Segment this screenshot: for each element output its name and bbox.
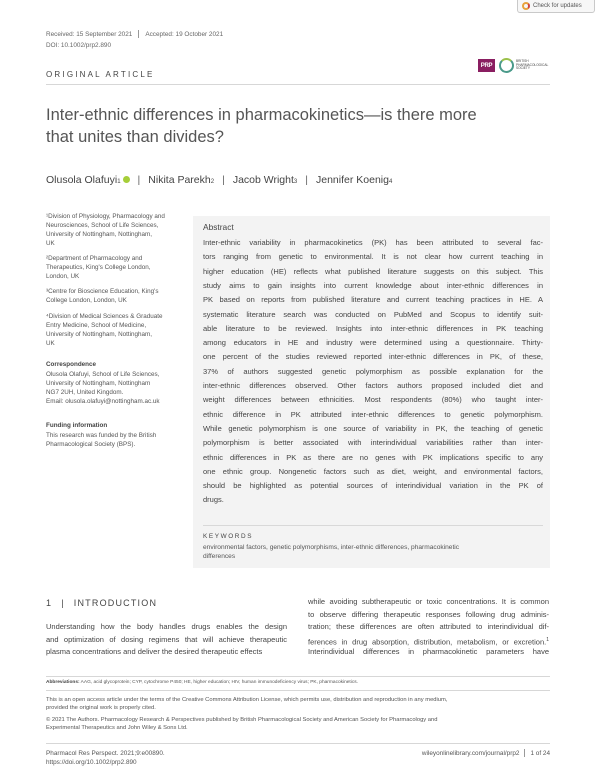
body-line: Understanding how the body handles drugs enables the design: [46, 622, 287, 631]
section-separator: |: [61, 598, 65, 608]
abbreviations-text: AAG, acid glycoprotein; CYP, cytochrome P450; HE, higher education; HIV, human immunodeficiency virus; PK, pharmacokinetics.: [80, 680, 358, 685]
reference-sup[interactable]: 1: [546, 636, 549, 643]
correspondence-line: NG7 2UH, United Kingdom.: [46, 389, 124, 396]
author-separator: |: [222, 174, 225, 186]
article-dates: [46, 30, 223, 38]
article-type: ORIGINAL ARTICLE: [46, 70, 155, 79]
affiliation-line: ³Centre for Bioscience Education, King's: [46, 288, 159, 295]
affiliation-line: ²Department of Pharmacology and: [46, 255, 143, 262]
section-title: INTRODUCTION: [73, 598, 158, 608]
journal-citation: Pharmacol Res Perspect. 2021;9:e00890.: [46, 750, 165, 757]
received-date: Received: 15 September 2021: [46, 30, 133, 38]
abstract-line: ethnic difference in PK attributed inter-ethnic differences to genetic polymorphism.: [203, 409, 543, 419]
affiliation-line: Therapeutics, King's College London,: [46, 264, 151, 271]
affiliation-3: [46, 287, 186, 305]
affiliation-4: [46, 312, 186, 348]
footer-divider: [46, 743, 550, 744]
abstract-line: higher education (HE) reflects what published literature suggests on this subject. This: [203, 266, 543, 276]
affiliation-line: ¹Division of Physiology, Pharmacology and: [46, 213, 165, 220]
journal-doi-link[interactable]: https://doi.org/10.1002/prp2.890: [46, 759, 137, 766]
affiliation-line: University of Nottingham, Nottingham,: [46, 331, 153, 338]
abstract-line: weight differences between ethnicities. Most respondents (80%) who taught inter-: [203, 395, 543, 405]
title-line: Inter-ethnic differences in pharmacokinetics—is there more: [46, 106, 477, 124]
abstract-line: study aims to gain insights into current knowledge about inter-ethnic differences in: [203, 280, 543, 290]
funding-heading: Funding information: [46, 422, 108, 429]
copyright-line: Experimental Therapeutics and John Wiley & Sons Ltd.: [46, 725, 188, 731]
affiliation-line: UK: [46, 340, 55, 347]
abbreviations-label: Abbreviations:: [46, 680, 80, 685]
bps-logo: [499, 58, 550, 73]
license-line: provided the original work is properly cited.: [46, 705, 156, 711]
author-name[interactable]: Olusola Olafuyi: [46, 174, 118, 186]
affiliation-line: London, UK: [46, 273, 80, 280]
author-name[interactable]: Nikita Parekh: [148, 174, 211, 186]
date-separator: [138, 30, 139, 38]
body-line: plasma concentrations and deliver the desired therapeutic effects: [46, 647, 263, 656]
abstract-line: drugs.: [203, 495, 224, 505]
author-name[interactable]: Jennifer Koenig: [315, 174, 389, 186]
abstract-line: inter-ethnic differences observed. Other factors authors proposed included diet and: [203, 381, 543, 390]
journal-logos: [478, 58, 550, 73]
affiliation-line: ⁴Division of Medical Sciences & Graduate: [46, 313, 163, 320]
orcid-icon[interactable]: [123, 176, 130, 183]
correspondence-line: University of Nottingham, Nottingham: [46, 380, 151, 387]
crossmark-icon: [522, 2, 530, 10]
funding-block: [46, 431, 186, 449]
title-line: that unites than divides?: [46, 128, 224, 146]
abstract-line: PK based on reports from published literature and current teaching practices in HE. A: [203, 295, 543, 305]
footer-divider: [46, 676, 550, 677]
keywords-line: differences: [203, 553, 236, 560]
section-number: 1: [46, 598, 53, 608]
check-for-updates-button[interactable]: [517, 0, 595, 13]
abstract-line: 37% of authors suggested genetic polymorphism as possible explanation for the: [203, 366, 543, 376]
header-divider: [46, 84, 550, 85]
abstract-line: one ethnic group. Nongenetic factors such as diet, weight, and environmental factors,: [203, 466, 543, 476]
funding-line: This research was funded by the British: [46, 432, 157, 439]
correspondence-block: [46, 370, 186, 406]
article-doi[interactable]: DOI: 10.1002/prp2.890: [46, 42, 112, 49]
keywords-line: environmental factors, genetic polymorphisms, inter-ethnic differences, pharmacokinetic: [203, 544, 460, 551]
affiliation-line: University of Nottingham, Nottingham,: [46, 231, 153, 238]
abstract-line: able literature to be reviewed. Insights into inter-ethnic differences in PK teaching: [203, 323, 543, 333]
affiliation-1: [46, 212, 186, 248]
author-name[interactable]: Jacob Wright: [232, 174, 294, 186]
abstract-line: among educators in HE and industry were determined using a questionnaire. Thirty-: [203, 338, 543, 348]
page-separator: [524, 749, 525, 757]
correspondence-heading: Correspondence: [46, 361, 97, 368]
abstract-line: ethnic differences in PK as there are no genes with PK implications specific to any: [203, 452, 543, 462]
copyright-line: © 2021 The Authors. Pharmacology Research & Perspectives published by British Pharmacological Society and American Society for Pharmacology and: [46, 717, 438, 723]
body-line: while avoiding subtherapeutic or toxic concentrations. It is common: [308, 597, 549, 606]
prp-logo: PRP: [478, 59, 495, 72]
correspondence-line: Olusola Olafuyi, School of Life Sciences,: [46, 371, 160, 378]
journal-site-link[interactable]: wileyonlinelibrary.com/journal/prp2: [421, 749, 520, 757]
accepted-date: Accepted: 19 October 2021: [145, 30, 224, 38]
abstract-line: tors ranging from genetic to environmental. It is not clear how current teaching in: [203, 252, 543, 262]
abstract-line: polymorphism is better associated with interindividual variabilities rather than inter-: [203, 438, 543, 448]
keywords-heading: KEYWORDS: [203, 533, 254, 540]
check-for-updates-label: Check for updates: [533, 3, 582, 9]
abstract-line: While genetic polymorphism is one source of variability in PK, the teaching of genetic: [203, 423, 543, 433]
abstract-line: Inter-ethnic variability in pharmacokinetics (PK) has been attributed to several fac-: [203, 238, 543, 247]
body-line: tration; these differences are often attributed to interindividual dif-: [308, 622, 549, 631]
bps-circle-icon: [499, 58, 514, 73]
affiliation-line: UK: [46, 240, 55, 247]
page-info: [422, 749, 550, 757]
body-line-text: ferences in drug absorption, distribution, metabolism, or excretion.: [308, 637, 547, 646]
affiliation-line: Neurosciences, School of Life Sciences,: [46, 222, 159, 229]
abbreviations: [46, 680, 550, 685]
author-list: Olusola Olafuyi 1 | Nikita Parekh 2 | Jacob Wright 3 | Jennifer Koenig 4: [46, 174, 393, 186]
footer-divider: [46, 690, 550, 691]
section-heading-introduction: [46, 598, 157, 608]
body-line: and optimization of dosing regimens that will achieve therapeutic: [46, 634, 287, 644]
abstract-divider: [203, 525, 543, 526]
article-title: [46, 104, 546, 148]
funding-line: Pharmacological Society (BPS).: [46, 441, 136, 448]
license-line: This is an open access article under the terms of the Creative Commons Attribution License, which permits use, distribution and reproduction in any medium,: [46, 697, 448, 703]
author-separator: |: [137, 174, 141, 186]
page-number: 1 of 24: [530, 749, 550, 757]
abstract-heading: Abstract: [203, 222, 234, 232]
journal-reference: [46, 749, 165, 767]
bps-logo-text: BRITISH PHARMACOLOGICAL SOCIETY: [516, 58, 549, 71]
abstract-line: systematic literature search was conducted on PubMed and Scopus to identify suit-: [203, 309, 543, 319]
affiliation-2: [46, 254, 186, 281]
affiliation-line: College London, London, UK: [46, 297, 127, 304]
author-separator: |: [305, 174, 308, 186]
abstract-line: should be highlighted as potential sources of interindividual variation in the PK of: [203, 481, 543, 491]
body-line: Interindividual differences in pharmacokinetic parameters have: [308, 647, 549, 656]
correspondence-email[interactable]: Email: olusola.olafuyi@nottingham.ac.uk: [46, 398, 160, 405]
body-line: to observe differing therapeutic responses following drug adminis-: [308, 609, 549, 619]
affiliation-line: Entry Medicine, School of Medicine,: [46, 322, 147, 329]
abstract-line: one percent of the studies reviewed reported inter-ethnic differences in PK, of these,: [203, 352, 543, 362]
